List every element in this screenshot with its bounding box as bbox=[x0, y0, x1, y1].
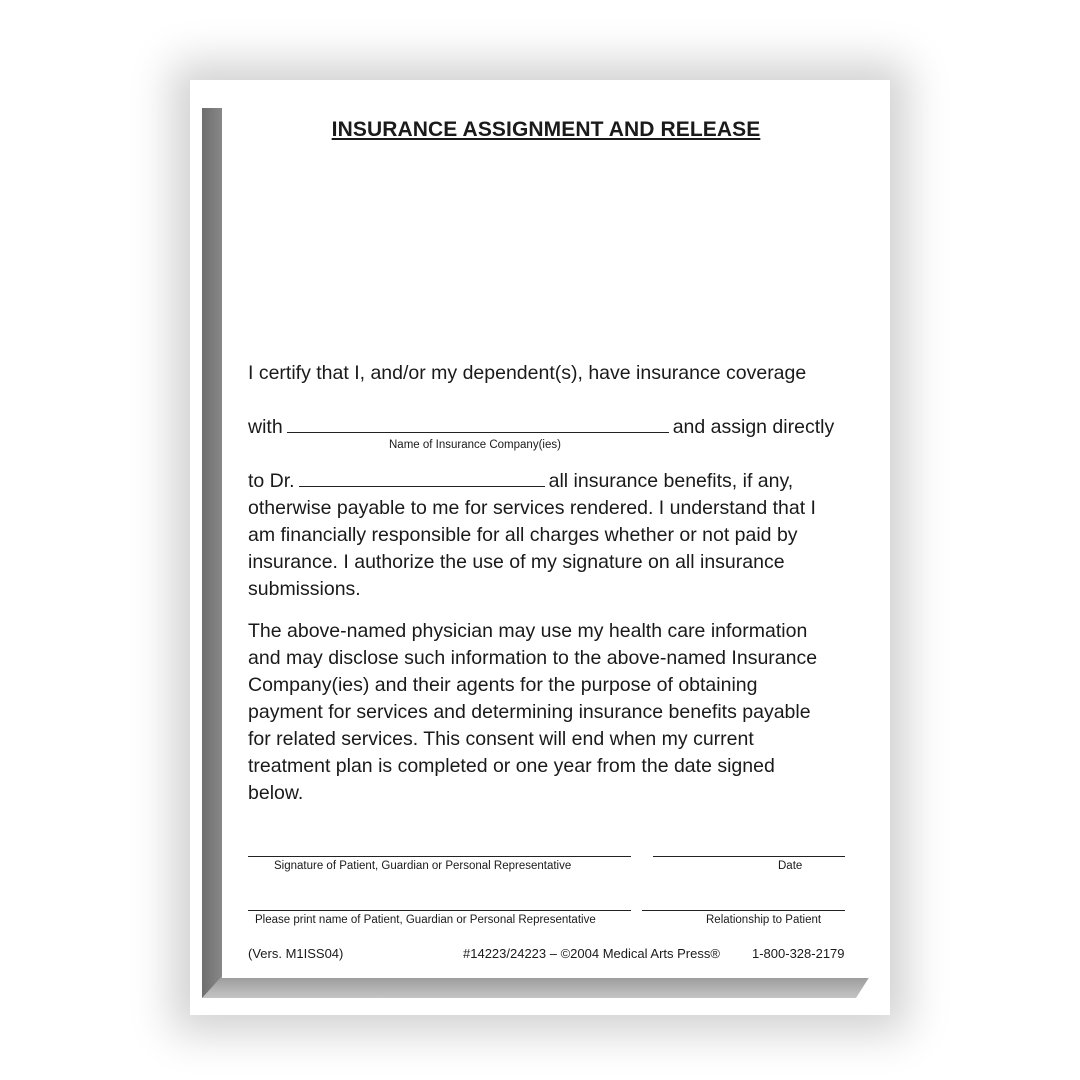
text: all insurance benefits, if any, bbox=[548, 470, 794, 492]
version-text: (Vers. M1ISS04) bbox=[248, 946, 344, 961]
text: to Dr. bbox=[248, 470, 295, 492]
paragraph-1-line: otherwise payable to me for services rendered. I understand that I bbox=[248, 497, 816, 519]
paragraph-2-line: treatment plan is completed or one year from the date signed bbox=[248, 755, 775, 777]
pad-side-edge bbox=[202, 108, 224, 998]
signature-field[interactable] bbox=[248, 856, 631, 857]
paragraph-2-line: for related services. This consent will end when my current bbox=[248, 728, 754, 750]
relationship-label: Relationship to Patient bbox=[706, 914, 822, 926]
paragraph-1-line: am financially responsible for all charges whether or not paid by bbox=[248, 524, 798, 546]
date-label: Date bbox=[778, 860, 803, 872]
print-name-field[interactable] bbox=[248, 910, 631, 911]
paragraph-1-line: insurance. I authorize the use of my signature on all insurance bbox=[248, 551, 785, 573]
relationship-field[interactable] bbox=[642, 910, 845, 911]
doctor-name-field[interactable] bbox=[299, 468, 545, 487]
paragraph-2-line: The above-named physician may use my health care information bbox=[248, 620, 808, 642]
form-page bbox=[222, 88, 870, 978]
insurance-company-line bbox=[248, 414, 834, 441]
text: with bbox=[248, 416, 283, 438]
paragraph-2-line: Company(ies) and their agents for the purpose of obtaining bbox=[248, 674, 758, 696]
paragraph-2-line: and may disclose such information to the above-named Insurance bbox=[248, 647, 818, 669]
text: and assign directly bbox=[672, 416, 835, 438]
paragraph-2-line: payment for services and determining insurance benefits payable bbox=[248, 701, 811, 723]
phone-number: 1-800-328-2179 bbox=[752, 946, 845, 961]
signature-label: Signature of Patient, Guardian or Personal Representative bbox=[274, 860, 572, 872]
form-title: INSURANCE ASSIGNMENT AND RELEASE bbox=[331, 118, 761, 141]
paragraph-2-line: below. bbox=[248, 782, 304, 804]
pad-bottom-edge bbox=[202, 976, 870, 998]
paragraph-1-line: I certify that I, and/or my dependent(s), have insurance coverage bbox=[248, 362, 807, 384]
date-field[interactable] bbox=[653, 856, 845, 857]
copyright-text: #14223/24223 – ©2004 Medical Arts Press® bbox=[463, 946, 720, 961]
insurance-company-field[interactable] bbox=[287, 414, 669, 433]
insurance-company-label: Name of Insurance Company(ies) bbox=[389, 439, 561, 451]
print-name-label: Please print name of Patient, Guardian or Personal Representative bbox=[255, 914, 596, 926]
doctor-line bbox=[248, 468, 793, 495]
paragraph-1-line: submissions. bbox=[248, 578, 361, 600]
